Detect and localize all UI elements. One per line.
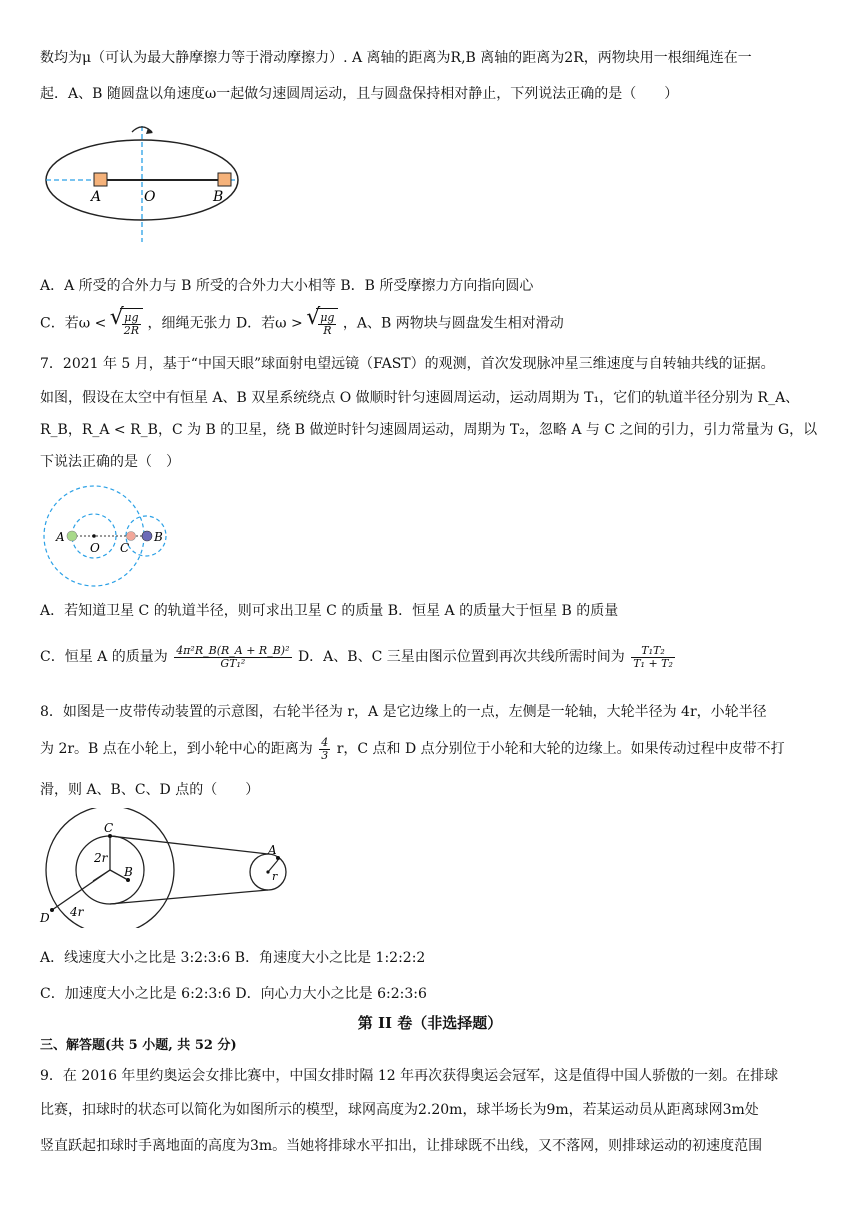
- q8-options-cd: [40, 984, 820, 1004]
- label-c: C: [104, 821, 114, 835]
- q6-option-c-num: √ μg: [122, 312, 141, 325]
- q6-option-a: A．A 所受的合外力与 B 所受的合外力大小相等: [40, 278, 336, 294]
- label-o: O: [144, 189, 156, 205]
- block-b: [218, 173, 231, 186]
- point-d: [50, 908, 54, 912]
- q6-option-d-den: R: [323, 323, 332, 337]
- q7-option-d-den: T₁ + T₂: [633, 656, 673, 670]
- radius-d: [52, 870, 110, 910]
- belt-bottom: [110, 890, 268, 904]
- label-a: A: [56, 530, 65, 544]
- q9-stem-line3: 竖直跃起扣球时手离地面的高度为3m。当她将排球水平扣出，让排球既不出线，又不落网，则排球运动的初速度范围: [40, 1138, 763, 1154]
- star-a: [67, 531, 77, 541]
- q6-option-c-prefix: C．若ω <: [40, 315, 107, 332]
- q9-stem-line1: 9．在 2016 年里约奥运会女排比赛中，中国女排时隔 12 年再次获得奥运会冠军，这是值得中国人骄傲的一刻。在排球: [40, 1068, 779, 1084]
- q7-option-d-fraction: [631, 645, 675, 670]
- q9-stem-line2: 比赛，扣球时的状态可以简化为如图所示的模型，球网高度为2.20m，球半场长为9m，若某运动员从距离球网3m处: [40, 1102, 759, 1118]
- part2-title: 第 II 卷（非选择题）: [357, 1014, 503, 1032]
- label-b: B: [154, 530, 163, 544]
- q6-option-c-sqrt: [111, 308, 143, 339]
- satellite-c: [127, 532, 136, 541]
- q8-option-b: B．角速度大小之比是 1:2:2:2: [234, 950, 426, 966]
- label-2r: 2r: [94, 851, 108, 865]
- right-center: [266, 870, 269, 873]
- q7-stem-line2: 如图，假设在太空中有恒星 A、B 双星系统绕点 O 做顺时针匀速圆周运动，运动周期为 T₁，它们的轨道半径分别为 R_A、: [40, 390, 800, 406]
- center-o: [92, 534, 96, 538]
- q8-stem-den: 3: [321, 748, 329, 762]
- q7-binary-star-figure: [40, 480, 180, 590]
- q6-option-c-den: 2R: [123, 323, 140, 337]
- q7-option-a: A．若知道卫星 C 的轨道半径，则可求出卫星 C 的质量: [40, 603, 384, 619]
- label-a: A: [268, 843, 277, 857]
- label-b: B: [124, 865, 133, 879]
- q6-option-d-prefix: D．若ω >: [235, 315, 303, 332]
- q7-options-ab: [40, 601, 820, 621]
- q6-options-cd: [40, 308, 820, 339]
- q7-option-c-prefix: C．恒星 A 的质量为: [40, 649, 168, 665]
- q6-rotating-disk-figure: [40, 118, 250, 248]
- q8-option-a: A．线速度大小之比是 3:2:3:6: [40, 950, 231, 966]
- label-a: A: [91, 189, 102, 205]
- q8-option-d: D．向心力大小之比是 6:2:3:6: [235, 986, 427, 1002]
- q8-stem-line2-prefix: 为 2r。B 点在小轮上，到小轮中心的距离为: [40, 741, 313, 757]
- q8-stem-line2: [40, 734, 820, 764]
- q7-stem-line4: 下说法正确的是（ ）: [40, 454, 180, 470]
- star-b: [142, 531, 152, 541]
- q7-stem-line3: R_B，R_A < R_B，C 为 B 的卫星，绕 B 做逆时针匀速圆周运动，周期为 T₂，忽略 A 与 C 之间的引力，引力常量为 G，以: [40, 422, 818, 438]
- q8-stem-fraction: [319, 737, 330, 762]
- label-b: B: [213, 189, 224, 205]
- q6-stem-line1: 数均为μ（可认为最大静摩擦力等于滑动摩擦力）. A 离轴的距离为R,B 离轴的距离为2R，两物块用一根细绳连在一: [40, 50, 752, 66]
- q8-belt-drive-figure: [36, 808, 296, 928]
- label-o: O: [90, 541, 100, 555]
- q7-option-d-prefix: D．A、B、C 三星由图示位置到再次共线所需时间为: [297, 649, 625, 665]
- q8-stem-line2-suffix: r，C 点和 D 点分别位于小轮和大轮的边缘上。如果传动过程中皮带不打: [336, 741, 785, 757]
- q7-option-c-den: GT₁²: [220, 656, 246, 670]
- q8-stem-num: 4: [321, 735, 329, 749]
- q6-option-d-num: √ μg: [320, 310, 335, 324]
- q7-option-c-num: 4π²R_B(R_A + R_B)²: [176, 643, 290, 657]
- q6-option-d-suffix: ，A、B 两物块与圆盘发生相对滑动: [342, 315, 564, 332]
- q8-option-c: C．加速度大小之比是 6:2:3:6: [40, 986, 231, 1002]
- q6-option-d-sqrt: [307, 308, 338, 339]
- q6-option-b: B．B 所受摩擦力方向指向圆心: [340, 278, 534, 294]
- label-4r: 4r: [70, 905, 84, 919]
- label-r: r: [272, 870, 278, 883]
- q7-option-b: B．恒星 A 的质量大于恒星 B 的质量: [387, 603, 619, 619]
- section-heading: 三、解答题(共 5 小题, 共 52 分): [40, 1038, 237, 1053]
- q8-stem-line1: 8．如图是一皮带传动装置的示意图，右轮半径为 r，A 是它边缘上的一点，左侧是一轮轴，大轮半径为 4r，小轮半径: [40, 704, 767, 720]
- q8-options-ab: [40, 948, 820, 968]
- q7-stem-line1: 7．2021 年 5 月，基于“中国天眼”球面射电望远镜（FAST）的观测，首次发现脉冲星三维速度与自转轴共线的证据。: [40, 356, 775, 372]
- block-a: [94, 173, 107, 186]
- q8-stem-line3: 滑，则 A、B、C、D 点的（ ）: [40, 782, 260, 798]
- q7-options-cd: [40, 640, 820, 674]
- q6-option-c-suffix: ，细绳无张力: [147, 315, 232, 332]
- label-c: C: [120, 541, 130, 555]
- q6-stem-line2: 起．A、B 随圆盘以角速度ω一起做匀速圆周运动，且与圆盘保持相对静止，下列说法正确的是（ ）: [40, 86, 679, 102]
- label-d: D: [40, 911, 50, 925]
- q7-option-c-fraction: [174, 645, 291, 670]
- q7-option-d-num: T₁T₂: [631, 645, 675, 658]
- q6-options-ab: [40, 276, 820, 296]
